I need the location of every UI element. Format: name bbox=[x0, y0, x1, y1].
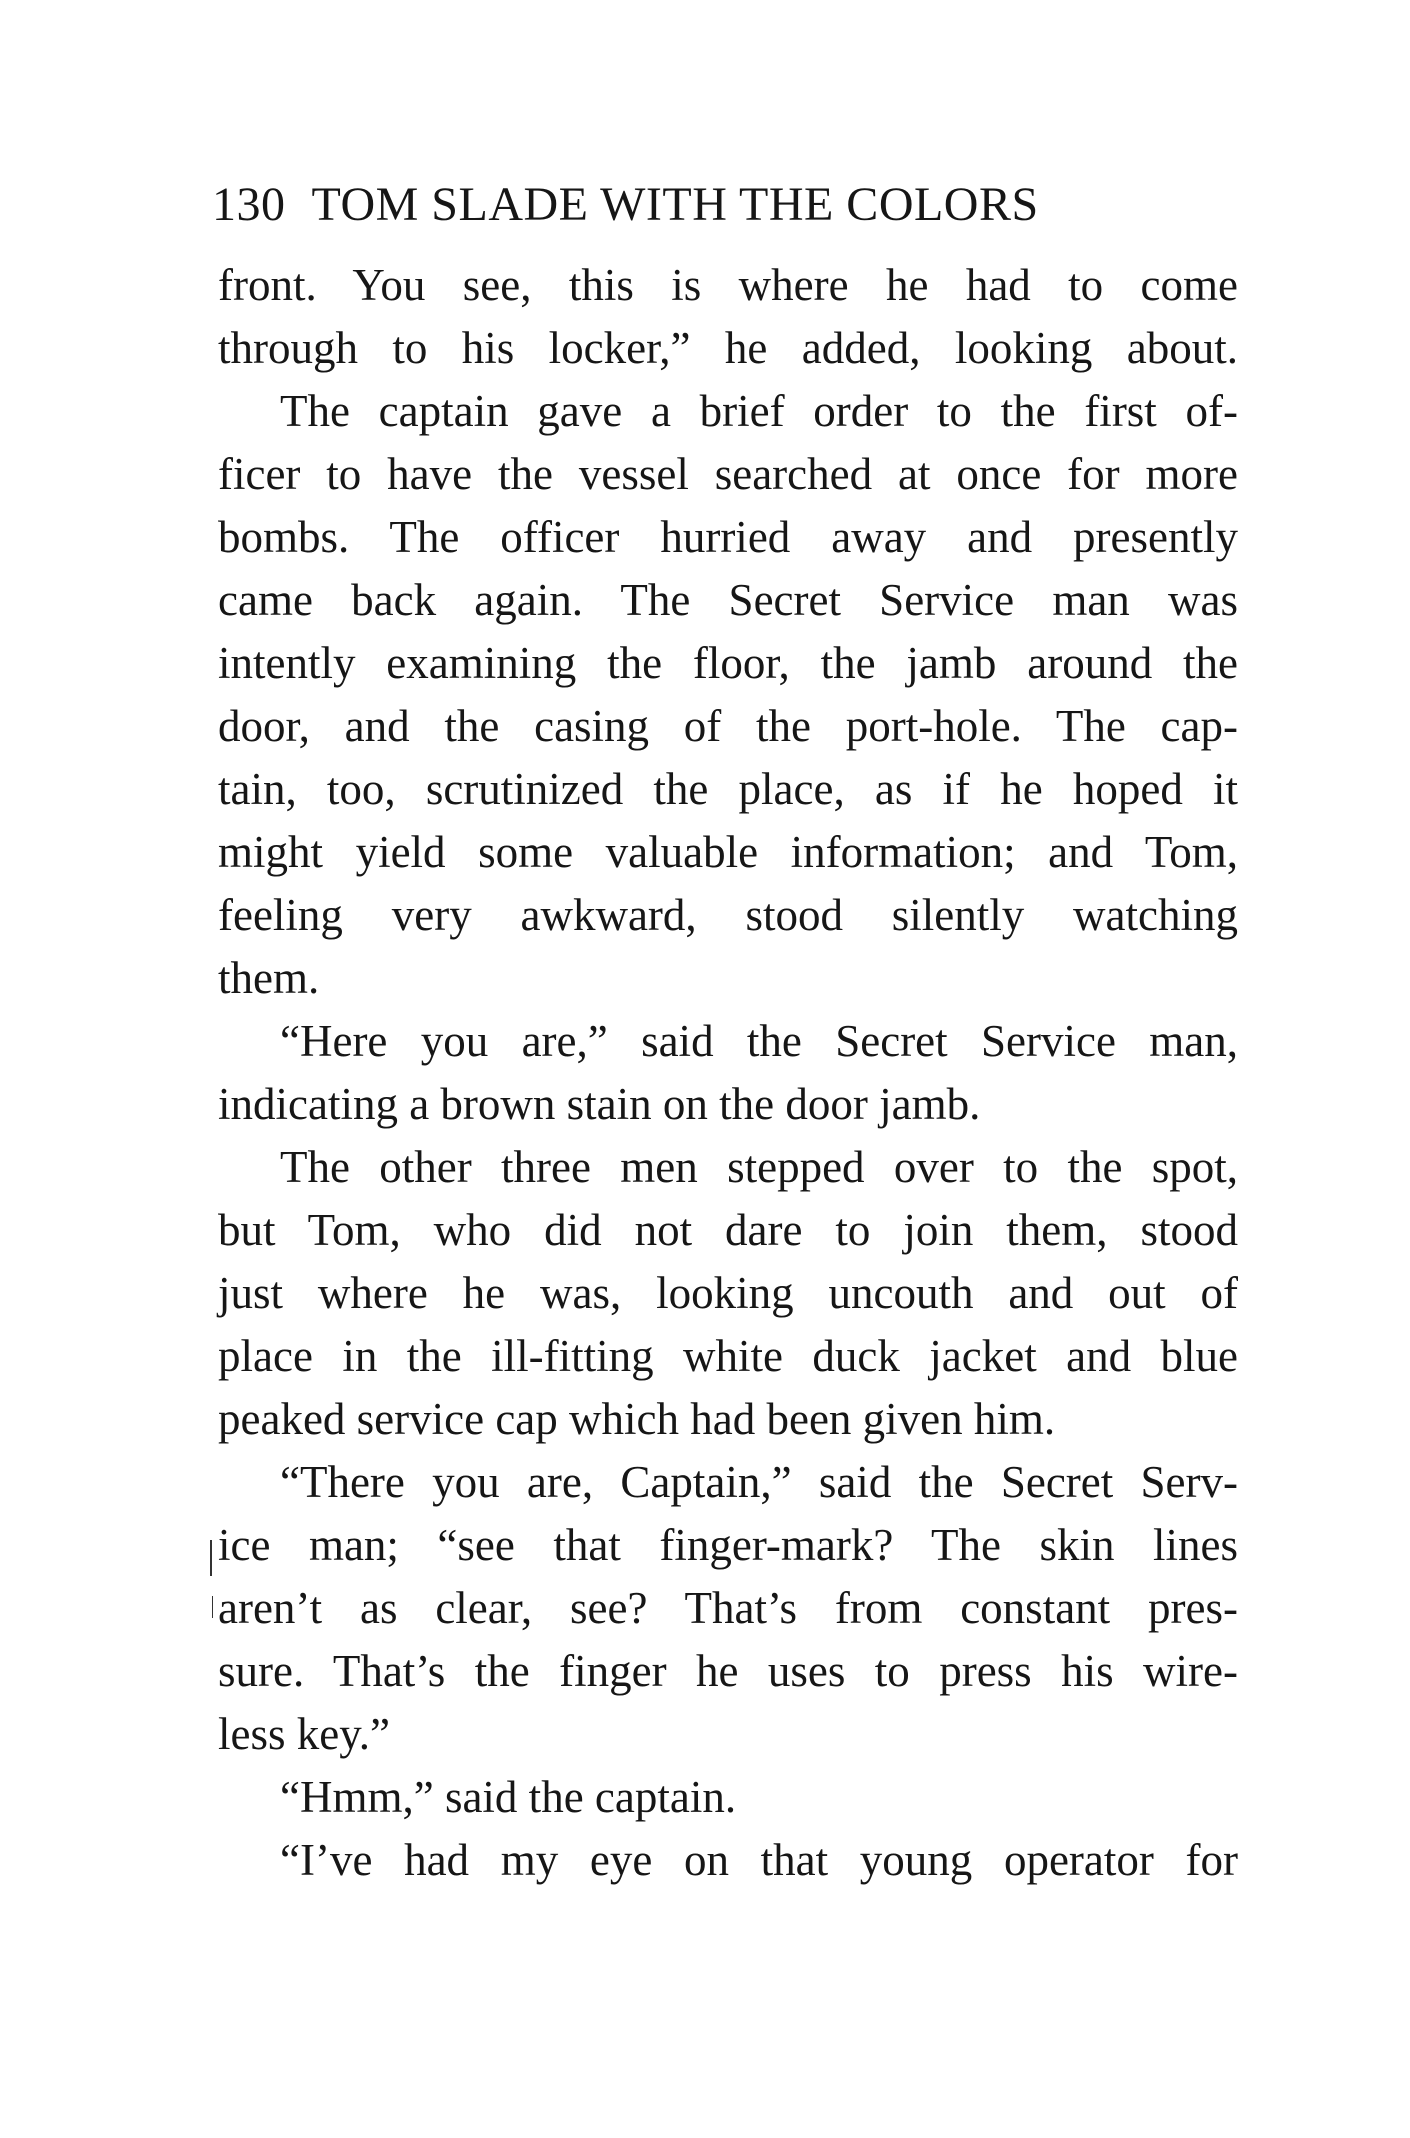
text-line: indicating a brown stain on the door jamb. bbox=[218, 1079, 981, 1129]
text-line: ice man; “see that finger-mark? The skin lines bbox=[218, 1520, 1238, 1570]
text-line: intently examining the floor, the jamb around the bbox=[218, 638, 1238, 688]
text-line: “I’ve had my eye on that young operator for bbox=[280, 1835, 1238, 1885]
text-line: door, and the casing of the port-hole. The cap- bbox=[218, 701, 1238, 751]
text-line: them. bbox=[218, 953, 320, 1003]
text-line: tain, too, scrutinized the place, as if he hoped it bbox=[218, 764, 1238, 814]
text-line: The captain gave a brief order to the first of- bbox=[280, 386, 1238, 436]
text-line: “There you are, Captain,” said the Secret Serv- bbox=[280, 1457, 1238, 1507]
text-line: place in the ill-fitting white duck jacket and blue bbox=[218, 1331, 1238, 1381]
margin-mark bbox=[210, 1540, 212, 1576]
text-line: peaked service cap which had been given him. bbox=[218, 1394, 1056, 1444]
running-title: TOM SLADE WITH THE COLORS bbox=[311, 178, 1039, 231]
text-line: ficer to have the vessel searched at once for more bbox=[218, 449, 1238, 499]
body-text bbox=[218, 254, 1238, 1892]
text-line: but Tom, who did not dare to join them, stood bbox=[218, 1205, 1238, 1255]
text-line: front. You see, this is where he had to come bbox=[218, 260, 1238, 310]
margin-mark bbox=[212, 1596, 213, 1618]
running-head bbox=[212, 170, 1242, 240]
text-line: aren’t as clear, see? That’s from constant pres- bbox=[218, 1583, 1238, 1633]
text-line: sure. That’s the finger he uses to press his wire- bbox=[218, 1646, 1238, 1696]
text-line: less key.” bbox=[218, 1709, 391, 1759]
text-line: might yield some valuable information; and Tom, bbox=[218, 827, 1238, 877]
text-line: through to his locker,” he added, looking about. bbox=[218, 323, 1238, 373]
text-line: feeling very awkward, stood silently watching bbox=[218, 890, 1238, 940]
text-line: bombs. The officer hurried away and presently bbox=[218, 512, 1238, 562]
text-line: “Here you are,” said the Secret Service man, bbox=[280, 1016, 1238, 1066]
text-line: “Hmm,” said the captain. bbox=[280, 1772, 737, 1822]
text-line: The other three men stepped over to the spot, bbox=[280, 1142, 1238, 1192]
text-line: just where he was, looking uncouth and out of bbox=[218, 1268, 1238, 1318]
text-line: came back again. The Secret Service man was bbox=[218, 575, 1238, 625]
page-number: 130 bbox=[212, 178, 286, 231]
